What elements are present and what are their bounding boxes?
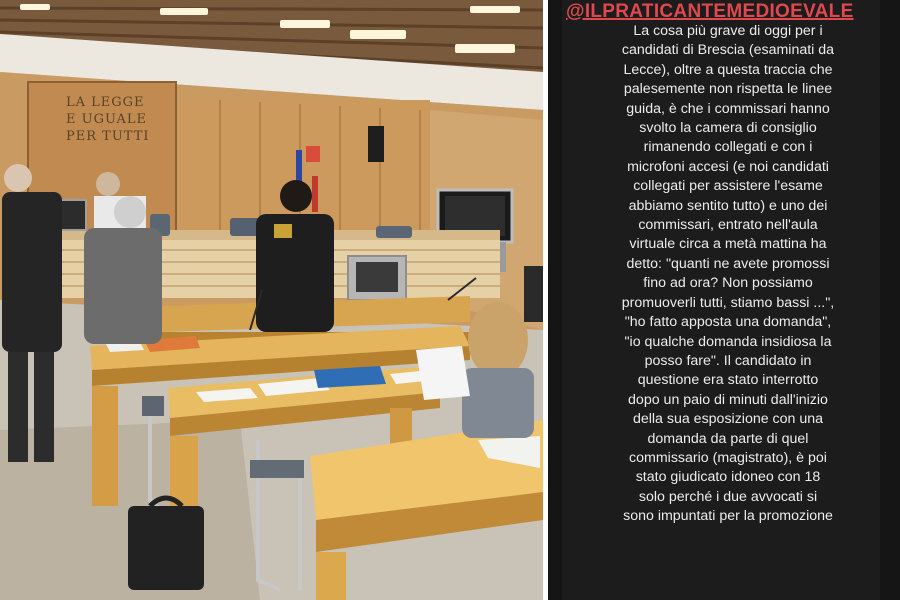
story-text-line: domanda da parte di quel [647,430,809,447]
story-text-line: commissari, entrato nell'aula [638,217,818,234]
story-text-line: rimanendo collegati e con i [643,139,813,156]
story-text-line: "ho fatto apposta una domanda", [624,314,832,331]
story-text-line: virtuale circa a metà mattina ha [629,236,827,253]
story-text-line: microfoni accesi (e noi candidati [627,158,829,175]
story-text-line: detto: "quanti ne avete promossi [626,255,830,272]
story-text-line: Lecce), oltre a questa traccia che [623,61,833,78]
story-text-line: della sua esposizione con una [632,411,824,428]
story-text-line: La cosa più grave di oggi per i [633,23,823,39]
story-text-block [588,22,868,527]
story-text-line: stato giudicato idoneo con 18 [635,469,821,486]
story-text-line: palesemente non rispetta le linee [623,81,833,98]
wall-motto-line-1: LA LEGGE [66,95,145,110]
wall-motto-line-3: PER TUTTI [66,129,150,144]
story-text-line: "io qualche domanda insidiosa la [624,333,832,350]
story-header [548,0,900,24]
story-text-line: collegati per assistere l'esame [633,178,823,195]
story-text-line: svolto la camera di consiglio [639,120,817,137]
account-handle[interactable]: @ILPRATICANTEMEDIOEVALE [566,1,854,22]
story-screenshot [548,0,900,600]
story-text-line: fino ad ora? Non possiamo [643,275,813,292]
story-text-line: abbiamo sentito tutto) e uno dei [628,197,828,214]
story-text-line: sono impuntati per la promozione [623,508,833,525]
wall-motto-line-2: E UGUALE [66,112,148,127]
story-text-line: commissario (magistrato), è poi [629,449,827,466]
story-text-line: candidati di Brescia (esaminati da [621,42,835,59]
story-text-line: solo perché i due avvocati si [638,488,818,505]
story-text-line: guida, è che i commissari hanno [626,100,830,117]
story-text-line: posso fare". Il candidato in [644,352,812,369]
story-text-line: promuoverli tutti, stiamo bassi ...", [621,294,835,311]
story-text-line: dopo un paio di minuti dall'inizio [628,391,828,408]
story-text-line: questione era stato interrotto [637,372,819,389]
wall-motto [66,94,158,145]
